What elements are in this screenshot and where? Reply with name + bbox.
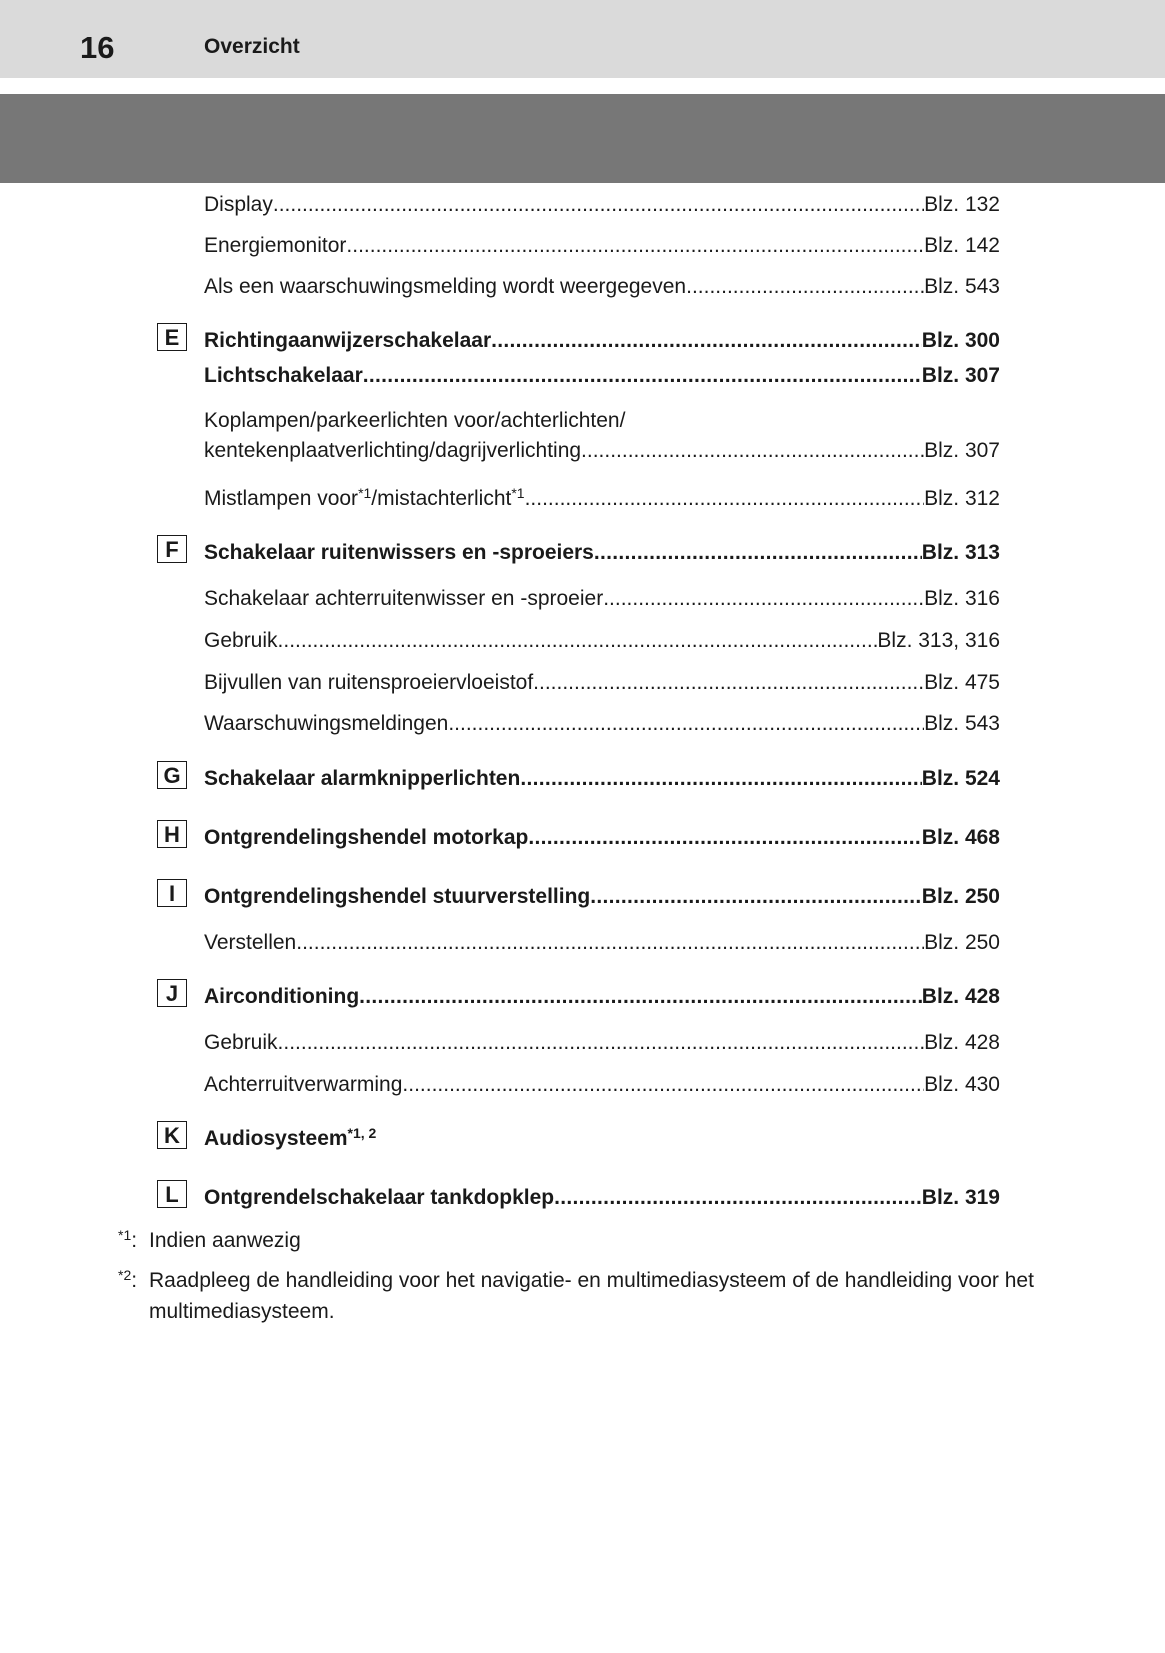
toc-entry-line1: Koplampen/parkeerlichten voor/achterlichten/ [204, 409, 626, 432]
page-header-bar [0, 0, 1165, 78]
toc-entry: Achterruitverwarming ..... Blz. 430 [204, 1071, 1000, 1099]
toc-entry-main: Ontgrendelingshendel motorkap ..... Blz. 468 [204, 824, 1000, 852]
toc-entry-main: Ontgrendelschakelaar tankdopklep ..... Blz. 319 [204, 1184, 1000, 1212]
badge-k: K [157, 1121, 187, 1149]
toc-entry-main: Richtingaanwijzerschakelaar ..... Blz. 300 [204, 327, 1000, 355]
badge-g: G [157, 761, 187, 789]
toc-entry: Display ..... Blz. 132 [204, 191, 1000, 219]
toc-entry: Als een waarschuwingsmelding wordt weergegeven ..... Blz. 543 [204, 273, 1000, 301]
toc-entry: Waarschuwingsmeldingen ..... Blz. 543 [204, 710, 1000, 738]
toc-entry: Verstellen ..... Blz. 250 [204, 929, 1000, 957]
page-title: Overzicht [204, 35, 300, 58]
badge-e: E [157, 323, 187, 351]
toc-entry-main: Lichtschakelaar ..... Blz. 307 [204, 362, 1000, 390]
toc-entry: Bijvullen van ruitensproeiervloeistof ..... Blz. 475 [204, 669, 1000, 697]
badge-l: L [157, 1180, 187, 1208]
toc-entry: Schakelaar achterruitenwisser en -sproeier ..... Blz. 316 [204, 585, 1000, 613]
toc-entry: Mistlampen voor$^{*1}$/mistachterlicht$^{*1}$ ..... Blz. 312 [204, 485, 1000, 513]
badge-j: J [157, 979, 187, 1007]
header-band [0, 94, 1165, 183]
toc-entry-main: Schakelaar ruitenwissers en -sproeiers ..... Blz. 313 [204, 539, 1000, 567]
badge-h: H [157, 820, 187, 848]
badge-f: F [157, 535, 187, 563]
toc-entry-main: Schakelaar alarmknipperlichten ..... Blz. 524 [204, 765, 1000, 793]
toc-entry-main: Audiosysteem$^{*1, 2}$ [204, 1125, 377, 1150]
badge-i: I [157, 879, 187, 907]
toc-entry: kentekenplaatverlichting/dagrijverlichting ..... Blz. 307 [204, 437, 1000, 465]
toc-entry-main: Ontgrendelingshendel stuurverstelling ..... Blz. 250 [204, 883, 1000, 911]
toc-entry-main: Airconditioning ..... Blz. 428 [204, 983, 1000, 1011]
toc-entry: Gebruik ..... Blz. 313, 316 [204, 627, 1000, 655]
toc-entry: Energiemonitor ..... Blz. 142 [204, 232, 1000, 260]
toc-entry: Gebruik ..... Blz. 428 [204, 1029, 1000, 1057]
page-number: 16 [80, 30, 115, 65]
